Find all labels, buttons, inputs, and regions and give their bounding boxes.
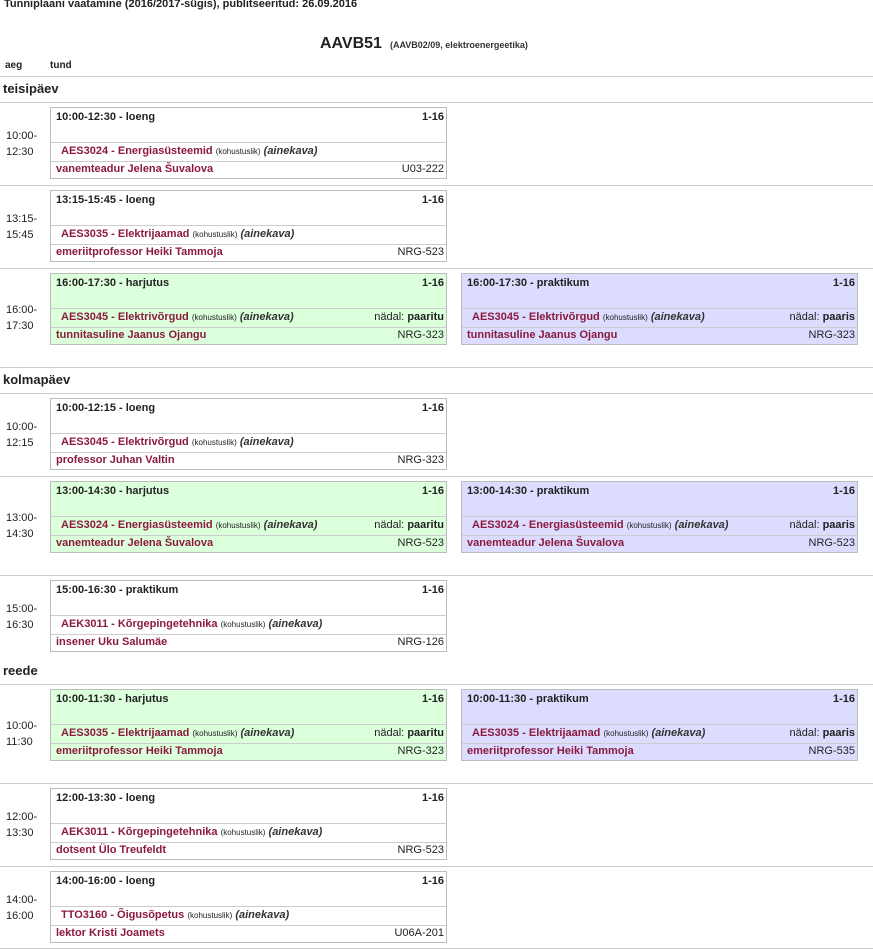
lesson-course-row bbox=[462, 517, 857, 536]
lesson-course-row bbox=[462, 309, 857, 328]
syllabus-link[interactable]: (ainekava) bbox=[239, 311, 294, 323]
lesson-time-type: 10:00-12:30 - loeng bbox=[56, 111, 156, 123]
course-requirement: (kohustuslik) bbox=[220, 828, 266, 837]
lesson-course-row bbox=[51, 907, 446, 926]
column-header-lesson: tund bbox=[50, 60, 72, 71]
lesson-header-row bbox=[462, 482, 857, 517]
time-slot bbox=[6, 211, 37, 243]
divider bbox=[0, 268, 873, 269]
week-type bbox=[374, 519, 444, 531]
lesson-room: NRG-126 bbox=[397, 636, 444, 648]
lecturer-link[interactable]: emeriitprofessor Heiki Tammoja bbox=[56, 745, 223, 757]
lesson-course bbox=[472, 727, 705, 739]
lesson-course bbox=[61, 145, 317, 157]
syllabus-link[interactable]: (ainekava) bbox=[240, 727, 295, 739]
lesson-room: NRG-535 bbox=[808, 745, 855, 757]
course-link[interactable]: AES3035 - Elektrijaamad bbox=[61, 228, 190, 240]
course-link[interactable]: AES3035 - Elektrijaamad bbox=[61, 727, 190, 739]
lesson-header-row bbox=[51, 399, 446, 434]
lesson-card bbox=[50, 788, 447, 860]
week-type-label: nädal: bbox=[374, 727, 405, 739]
course-requirement: (kohustuslik) bbox=[192, 230, 238, 239]
lesson-room: NRG-523 bbox=[397, 246, 444, 258]
lesson-weeks: 1-16 bbox=[421, 194, 444, 206]
course-link[interactable]: AEK3011 - Kõrgepingetehnika bbox=[61, 618, 218, 630]
syllabus-link[interactable]: (ainekava) bbox=[268, 618, 323, 630]
lesson-card bbox=[461, 273, 858, 345]
lesson-weeks: 1-16 bbox=[421, 875, 444, 887]
course-requirement: (kohustuslik) bbox=[603, 729, 649, 738]
time-start: 14:00- bbox=[6, 894, 38, 906]
course-link[interactable]: AES3024 - Energiasüsteemid bbox=[472, 519, 624, 531]
lesson-room: NRG-323 bbox=[397, 454, 444, 466]
lecturer-link[interactable]: insener Uku Salumäe bbox=[56, 636, 168, 648]
time-start: 15:00- bbox=[6, 603, 38, 615]
lesson-time-type: 12:00-13:30 - loeng bbox=[56, 792, 156, 804]
divider bbox=[0, 783, 873, 784]
lesson-weeks: 1-16 bbox=[421, 792, 444, 804]
lecturer-link[interactable]: dotsent Ülo Treufeldt bbox=[56, 844, 166, 856]
lesson-time-type: 13:15-15:45 - loeng bbox=[56, 194, 156, 206]
lecturer-link[interactable]: vanemteadur Jelena Šuvalova bbox=[56, 537, 214, 549]
lesson-lecturer-row bbox=[51, 843, 446, 860]
lesson-lecturer-row bbox=[462, 744, 857, 761]
week-type-value: paaris bbox=[822, 519, 855, 531]
lesson-card bbox=[50, 871, 447, 943]
course-link[interactable]: TTO3160 - Õigusõpetus bbox=[61, 909, 185, 921]
week-type-label: nädal: bbox=[374, 519, 405, 531]
lecturer-link[interactable]: lektor Kristi Joamets bbox=[56, 927, 165, 939]
course-link[interactable]: AEK3011 - Kõrgepingetehnika bbox=[61, 826, 218, 838]
lesson-card bbox=[50, 190, 447, 262]
lesson-course-row bbox=[51, 725, 446, 744]
lesson-room: NRG-523 bbox=[808, 537, 855, 549]
course-requirement: (kohustuslik) bbox=[192, 729, 238, 738]
time-end: 12:15 bbox=[6, 437, 34, 449]
divider bbox=[0, 476, 873, 477]
page-title: Tunniplaani vaatamine (2016/2017-sügis), publitseeritud: 26.09.2016 bbox=[4, 0, 358, 10]
group-code: AAVB51 bbox=[320, 35, 382, 52]
lesson-weeks: 1-16 bbox=[832, 485, 855, 497]
lesson-card bbox=[461, 481, 858, 553]
lecturer-link[interactable]: vanemteadur Jelena Šuvalova bbox=[56, 163, 214, 175]
lesson-weeks: 1-16 bbox=[421, 277, 444, 289]
day-heading-wednesday: kolmapäev bbox=[3, 372, 71, 387]
lesson-header-row bbox=[51, 191, 446, 226]
divider bbox=[0, 367, 873, 368]
week-type-value: paaris bbox=[822, 727, 855, 739]
lesson-header-row bbox=[51, 108, 446, 143]
lesson-weeks: 1-16 bbox=[832, 277, 855, 289]
lesson-card bbox=[50, 398, 447, 470]
time-slot bbox=[6, 601, 37, 633]
divider bbox=[0, 948, 873, 949]
lesson-card bbox=[50, 580, 447, 652]
lesson-weeks: 1-16 bbox=[421, 111, 444, 123]
time-end: 11:30 bbox=[6, 736, 33, 748]
time-end: 15:45 bbox=[6, 229, 34, 241]
lesson-time-type: 13:00-14:30 - harjutus bbox=[56, 485, 170, 497]
lesson-weeks: 1-16 bbox=[421, 402, 444, 414]
lesson-course-row bbox=[51, 517, 446, 536]
lecturer-link[interactable]: emeriitprofessor Heiki Tammoja bbox=[56, 246, 223, 258]
lecturer-link[interactable]: vanemteadur Jelena Šuvalova bbox=[467, 537, 625, 549]
lesson-time-type: 10:00-11:30 - praktikum bbox=[467, 693, 589, 705]
time-slot bbox=[6, 892, 37, 924]
lesson-card bbox=[50, 273, 447, 345]
lesson-course bbox=[61, 436, 294, 448]
time-end: 16:30 bbox=[6, 619, 34, 631]
course-requirement: (kohustuslik) bbox=[626, 521, 672, 530]
week-type-value: paaritu bbox=[407, 519, 444, 531]
lesson-lecturer-row bbox=[51, 162, 446, 179]
lesson-room: NRG-523 bbox=[397, 844, 444, 856]
time-end: 13:30 bbox=[6, 827, 34, 839]
lesson-course-row bbox=[51, 824, 446, 843]
week-type-label: nädal: bbox=[789, 519, 820, 531]
lesson-course-row bbox=[51, 143, 446, 162]
lesson-header-row bbox=[51, 690, 446, 725]
divider bbox=[0, 185, 873, 186]
lecturer-link[interactable]: professor Juhan Valtin bbox=[56, 454, 175, 466]
syllabus-link[interactable]: (ainekava) bbox=[239, 436, 294, 448]
lesson-course bbox=[61, 618, 322, 630]
course-requirement: (kohustuslik) bbox=[220, 620, 266, 629]
time-end: 17:30 bbox=[6, 320, 34, 332]
course-requirement: (kohustuslik) bbox=[187, 911, 233, 920]
lesson-room: NRG-323 bbox=[397, 745, 444, 757]
lesson-course bbox=[61, 727, 294, 739]
lecturer-link[interactable]: emeriitprofessor Heiki Tammoja bbox=[467, 745, 634, 757]
lesson-course bbox=[472, 519, 728, 531]
lesson-course-row bbox=[51, 226, 446, 245]
course-requirement: (kohustuslik) bbox=[602, 313, 648, 322]
time-slot bbox=[6, 510, 37, 542]
lesson-time-type: 10:00-11:30 - harjutus bbox=[56, 693, 169, 705]
course-link[interactable]: AES3045 - Elektrivõrgud bbox=[61, 436, 189, 448]
lesson-weeks: 1-16 bbox=[832, 693, 855, 705]
lesson-lecturer-row bbox=[51, 744, 446, 761]
week-type-label: nädal: bbox=[374, 311, 405, 323]
lesson-header-row bbox=[462, 690, 857, 725]
time-end: 12:30 bbox=[6, 146, 34, 158]
lesson-weeks: 1-16 bbox=[421, 485, 444, 497]
group-heading bbox=[320, 35, 528, 53]
syllabus-link[interactable]: (ainekava) bbox=[651, 727, 706, 739]
lesson-header-row bbox=[51, 274, 446, 309]
course-requirement: (kohustuslik) bbox=[215, 521, 261, 530]
course-requirement: (kohustuslik) bbox=[191, 438, 237, 447]
group-description: (AAVB02/09, elektroenergeetika) bbox=[389, 40, 528, 50]
lesson-lecturer-row bbox=[51, 453, 446, 470]
lesson-time-type: 16:00-17:30 - praktikum bbox=[467, 277, 590, 289]
course-link[interactable]: AES3045 - Elektrivõrgud bbox=[472, 311, 600, 323]
lesson-lecturer-row bbox=[51, 536, 446, 553]
lecturer-link[interactable]: tunnitasuline Jaanus Ojangu bbox=[56, 329, 207, 341]
lesson-card bbox=[461, 689, 858, 761]
divider bbox=[0, 393, 873, 394]
lesson-course bbox=[61, 519, 317, 531]
lesson-room: NRG-323 bbox=[808, 329, 855, 341]
week-type bbox=[790, 727, 855, 739]
lesson-lecturer-row bbox=[462, 328, 857, 345]
lesson-course-row bbox=[462, 725, 857, 744]
divider bbox=[0, 575, 873, 576]
time-start: 10:00- bbox=[6, 421, 38, 433]
column-header-time: aeg bbox=[5, 60, 23, 71]
week-type-label: nädal: bbox=[789, 311, 820, 323]
syllabus-link[interactable]: (ainekava) bbox=[235, 909, 290, 921]
lesson-header-row bbox=[51, 872, 446, 907]
week-type bbox=[374, 727, 444, 739]
week-type bbox=[790, 311, 855, 323]
syllabus-link[interactable]: (ainekava) bbox=[240, 228, 295, 240]
time-start: 12:00- bbox=[6, 811, 38, 823]
lesson-time-type: 16:00-17:30 - harjutus bbox=[56, 277, 170, 289]
lesson-card bbox=[50, 107, 447, 179]
time-slot bbox=[6, 419, 37, 451]
lesson-lecturer-row bbox=[51, 328, 446, 345]
lesson-header-row bbox=[462, 274, 857, 309]
divider bbox=[0, 684, 873, 685]
lesson-lecturer-row bbox=[462, 536, 857, 553]
time-slot bbox=[6, 128, 37, 160]
week-type bbox=[790, 519, 855, 531]
lesson-card bbox=[50, 481, 447, 553]
lesson-course bbox=[472, 311, 705, 323]
lesson-course-row bbox=[51, 309, 446, 328]
lesson-room: NRG-323 bbox=[397, 329, 444, 341]
time-start: 10:00- bbox=[6, 130, 38, 142]
syllabus-link[interactable]: (ainekava) bbox=[674, 519, 729, 531]
lesson-course bbox=[61, 826, 322, 838]
day-heading-friday: reede bbox=[3, 663, 38, 678]
course-link[interactable]: AES3024 - Energiasüsteemid bbox=[61, 145, 213, 157]
divider bbox=[0, 76, 873, 77]
course-requirement: (kohustuslik) bbox=[191, 313, 237, 322]
course-link[interactable]: AES3045 - Elektrivõrgud bbox=[61, 311, 189, 323]
lesson-course bbox=[61, 909, 289, 921]
lesson-time-type: 15:00-16:30 - praktikum bbox=[56, 584, 179, 596]
lesson-lecturer-row bbox=[51, 635, 446, 652]
lesson-lecturer-row bbox=[51, 245, 446, 262]
lesson-room: NRG-523 bbox=[397, 537, 444, 549]
lesson-lecturer-row bbox=[51, 926, 446, 943]
course-link[interactable]: AES3024 - Energiasüsteemid bbox=[61, 519, 213, 531]
divider bbox=[0, 866, 873, 867]
lesson-time-type: 14:00-16:00 - loeng bbox=[56, 875, 156, 887]
syllabus-link[interactable]: (ainekava) bbox=[263, 519, 318, 531]
lesson-card bbox=[50, 689, 447, 761]
week-type-value: paaritu bbox=[407, 311, 444, 323]
time-start: 10:00- bbox=[6, 720, 38, 732]
lesson-course-row bbox=[51, 434, 446, 453]
syllabus-link[interactable]: (ainekava) bbox=[268, 826, 323, 838]
week-type-value: paaris bbox=[822, 311, 855, 323]
lesson-course-row bbox=[51, 616, 446, 635]
lesson-time-type: 10:00-12:15 - loeng bbox=[56, 402, 156, 414]
lesson-course bbox=[61, 228, 294, 240]
lesson-weeks: 1-16 bbox=[421, 584, 444, 596]
week-type-value: paaritu bbox=[407, 727, 444, 739]
time-slot bbox=[6, 718, 37, 750]
time-end: 14:30 bbox=[6, 528, 34, 540]
lecturer-link[interactable]: tunnitasuline Jaanus Ojangu bbox=[467, 329, 618, 341]
week-type bbox=[374, 311, 444, 323]
time-start: 16:00- bbox=[6, 304, 38, 316]
day-heading-tuesday: teisipäev bbox=[3, 81, 59, 96]
week-type-label: nädal: bbox=[789, 727, 820, 739]
lesson-header-row bbox=[51, 581, 446, 616]
time-slot bbox=[6, 302, 37, 334]
syllabus-link[interactable]: (ainekava) bbox=[650, 311, 705, 323]
lesson-header-row bbox=[51, 482, 446, 517]
course-link[interactable]: AES3035 - Elektrijaamad bbox=[472, 727, 601, 739]
time-start: 13:15- bbox=[6, 213, 38, 225]
course-requirement: (kohustuslik) bbox=[215, 147, 261, 156]
time-slot bbox=[6, 809, 37, 841]
time-end: 16:00 bbox=[6, 910, 34, 922]
lesson-header-row bbox=[51, 789, 446, 824]
lesson-course bbox=[61, 311, 294, 323]
syllabus-link[interactable]: (ainekava) bbox=[263, 145, 318, 157]
time-start: 13:00- bbox=[6, 512, 38, 524]
lesson-room: U06A-201 bbox=[394, 927, 444, 939]
divider bbox=[0, 102, 873, 103]
lesson-weeks: 1-16 bbox=[421, 693, 444, 705]
lesson-room: U03-222 bbox=[401, 163, 444, 175]
lesson-time-type: 13:00-14:30 - praktikum bbox=[467, 485, 590, 497]
